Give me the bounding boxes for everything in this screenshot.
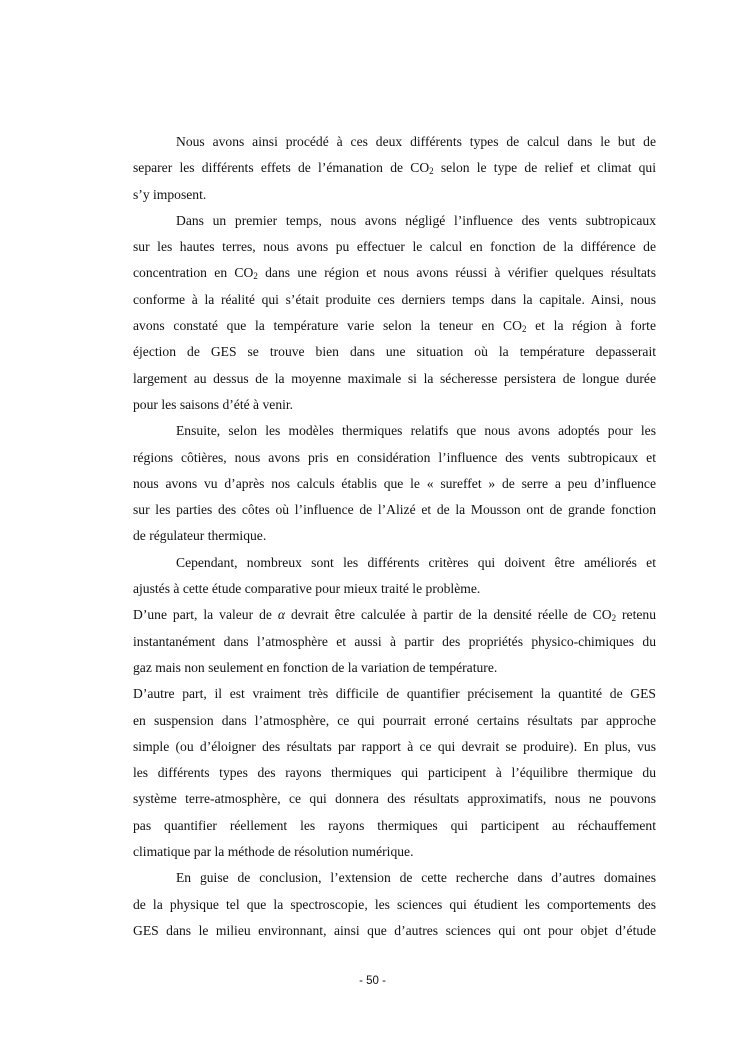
text-line: en suspension dans l’atmosphère, ce qui pourrait erroné certains résultats par approche xyxy=(133,712,656,728)
text-line: Dans un premier temps, nous avons négligé l’influence des vents subtropicaux xyxy=(176,212,656,228)
text-line: D’autre part, il est vraiment très difficile de quantifier précisement la quantité de GES xyxy=(133,686,656,702)
text-line: pour les saisons d’été à venir. xyxy=(133,396,294,412)
text-line: les différents types des rayons thermiques qui participent à l’équilibre thermique du xyxy=(133,765,656,781)
text-line: éjection de GES se trouve bien dans une situation où la température depasserait xyxy=(133,344,656,360)
text-line: D’une part, la valeur de α devrait être calculée à partir de la densité réelle de $CO_2$ retenu xyxy=(133,607,656,624)
text-line: avons constaté que la température varie selon la teneur en $CO_2$ et la région à forte xyxy=(133,318,656,335)
text-line: régions côtières, nous avons pris en considération l’influence des vents subtropicaux et xyxy=(133,449,656,465)
text-line: s’y imposent. xyxy=(133,186,207,202)
text-line: de la physique tel que la spectroscopie, les sciences qui étudient les comportements des xyxy=(133,896,656,912)
text-line: sur les hautes terres, nous avons pu effectuer le calcul en fonction de la différence de xyxy=(133,239,656,255)
alpha-symbol: α xyxy=(277,607,285,623)
text-line: En guise de conclusion, l’extension de cette recherche dans d’autres domaines xyxy=(176,870,656,886)
text-line: GES dans le milieu environnant, ainsi que d’autres sciences qui ont pour objet d’étude xyxy=(133,922,656,938)
text-line: Nous avons ainsi procédé à ces deux différents types de calcul dans le but de xyxy=(176,134,656,149)
text-line: pas quantifier réellement les rayons thermiques qui participent au réchauffement xyxy=(133,817,656,833)
text-line: nous avons vu d’après nos calculs établis que le « sureffet » de serre a peu d’influence xyxy=(133,475,656,491)
text-line: conforme à la réalité qui s’était produite ces derniers temps dans la capitale. Ainsi, nous xyxy=(133,291,656,307)
text-line: ajustés à cette étude comparative pour mieux traité le problème. xyxy=(133,581,481,597)
text-line: Ensuite, selon les modèles thermiques relatifs que nous avons adoptés pour les xyxy=(176,423,656,439)
body-text xyxy=(133,129,656,944)
text-line: instantanément dans l’atmosphère et aussi à partir des propriétés physico-chimiques du xyxy=(133,633,656,649)
text-line: de régulateur thermique. xyxy=(133,528,267,544)
text-line: separer les différents effets de l’émanation de $CO_2$ selon le type de relief et climat qui xyxy=(133,160,656,177)
text-line: climatique par la méthode de résolution numérique. xyxy=(133,844,414,860)
page-number: - 50 - xyxy=(359,975,386,987)
text-line: largement au dessus de la moyenne maximale si la sécheresse persistera de longue durée xyxy=(133,370,656,386)
text-line: simple (ou d’éloigner des résultats par rapport à ce qui devrait se produire). En plus, vus xyxy=(133,738,656,754)
text-line: sur les parties des côtes où l’influence de l’Alizé et de la Mousson ont de grande fonction xyxy=(133,502,656,518)
text-line: système terre-atmosphère, ce qui donnera des résultats approximatifs, nous ne pouvons xyxy=(133,791,656,807)
text-line: concentration en $CO_2$ dans une région et nous avons réussi à vérifier quelques résultats xyxy=(133,265,656,282)
text-line: gaz mais non seulement en fonction de la variation de température. xyxy=(133,659,498,675)
text-line: Cependant, nombreux sont les différents critères qui doivent être améliorés et xyxy=(176,554,656,570)
